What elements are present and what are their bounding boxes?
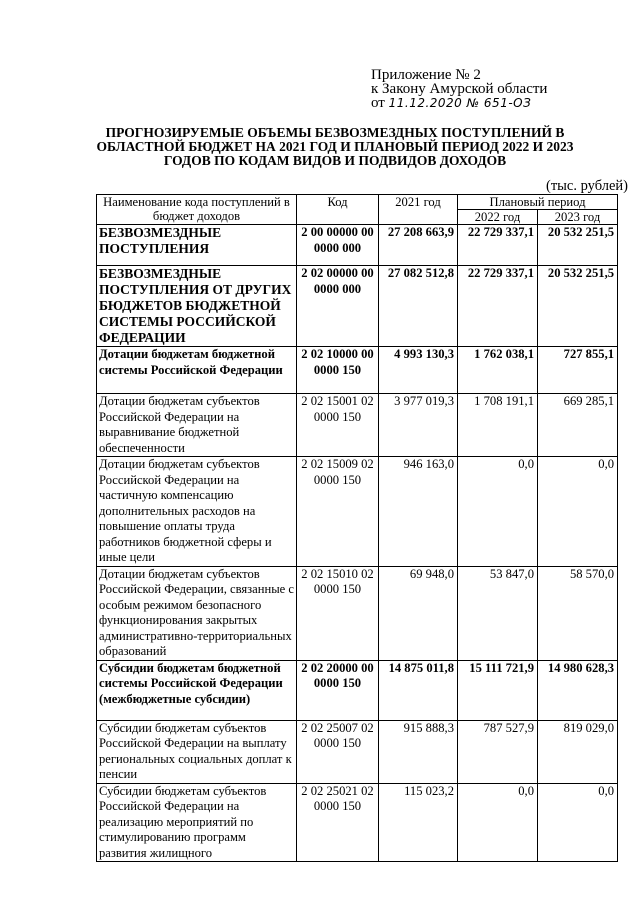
row-code: 2 02 20000 00 0000 150	[297, 660, 379, 720]
row-name: БЕЗВОЗМЕЗДНЫЕ ПОСТУПЛЕНИЯ ОТ ДРУГИХ БЮДЖЕТОВ БЮДЖЕТНОЙ СИСТЕМЫ РОССИЙСКОЙ ФЕДЕРАЦИИ	[97, 266, 297, 347]
table-row	[97, 783, 618, 862]
table-row	[97, 660, 618, 720]
row-name: Дотации бюджетам субъектов Российской Федерации на частичную компенсацию дополнительных расходов на повышение оплаты труда работников бюджетной сферы и иные цели	[97, 457, 297, 567]
table-row	[97, 566, 618, 660]
header-2023: 2023 год	[538, 210, 618, 225]
table-row	[97, 457, 618, 567]
appendix-line-1: Приложение № 2	[371, 67, 481, 83]
header-name: Наименование кода поступлений в бюджет доходов	[97, 195, 297, 225]
row-2023: 0,0	[538, 783, 618, 862]
row-name: Субсидии бюджетам субъектов Российской Федерации на реализацию мероприятий по стимулированию программ развития жилищного	[97, 783, 297, 862]
row-2023: 819 029,0	[538, 720, 618, 783]
row-2023: 20 532 251,5	[538, 266, 618, 347]
header-code: Код	[297, 195, 379, 225]
row-2022: 0,0	[458, 457, 538, 567]
header-2021: 2021 год	[379, 195, 458, 225]
row-name: Дотации бюджетам бюджетной системы Российской Федерации	[97, 347, 297, 394]
revenue-table	[96, 194, 618, 862]
table-row	[97, 225, 618, 266]
table-header-row	[97, 195, 618, 210]
row-2022: 787 527,9	[458, 720, 538, 783]
row-code: 2 02 25021 02 0000 150	[297, 783, 379, 862]
row-code: 2 02 00000 00 0000 000	[297, 266, 379, 347]
appendix-line-2: к Закону Амурской области	[371, 81, 548, 97]
row-code: 2 00 00000 00 0000 000	[297, 225, 379, 266]
title-line-1: ПРОГНОЗИРУЕМЫЕ ОБЪЕМЫ БЕЗВОЗМЕЗДНЫХ ПОСТУПЛЕНИЙ В	[105, 125, 565, 140]
row-name: Субсидии бюджетам бюджетной системы Российской Федерации (межбюджетные субсидии)	[97, 660, 297, 720]
row-2022: 22 729 337,1	[458, 225, 538, 266]
row-2022: 0,0	[458, 783, 538, 862]
document-title	[95, 126, 575, 168]
row-2022: 1 762 038,1	[458, 347, 538, 394]
row-name: Дотации бюджетам субъектов Российской Федерации, связанные с особым режимом безопасного функционирования закрытых административно-территориальных образований	[97, 566, 297, 660]
row-2023: 727 855,1	[538, 347, 618, 394]
row-2023: 20 532 251,5	[538, 225, 618, 266]
table-row	[97, 266, 618, 347]
row-2021: 946 163,0	[379, 457, 458, 567]
row-code: 2 02 15009 02 0000 150	[297, 457, 379, 567]
appendix-header	[371, 68, 547, 110]
row-2023: 14 980 628,3	[538, 660, 618, 720]
row-2021: 115 023,2	[379, 783, 458, 862]
row-2023: 58 570,0	[538, 566, 618, 660]
row-2022: 1 708 191,1	[458, 394, 538, 457]
row-2022: 15 111 721,9	[458, 660, 538, 720]
row-2021: 27 082 512,8	[379, 266, 458, 347]
row-2021: 14 875 011,8	[379, 660, 458, 720]
table-row	[97, 347, 618, 394]
row-2021: 27 208 663,9	[379, 225, 458, 266]
title-line-2: ОБЛАСТНОЙ БЮДЖЕТ НА 2021 ГОД И ПЛАНОВЫЙ ПЕРИОД 2022 И 2023	[96, 139, 574, 154]
appendix-line-3	[371, 96, 547, 110]
row-2021: 3 977 019,3	[379, 394, 458, 457]
units-label: (тыс. рублей)	[546, 178, 628, 194]
table-row	[97, 720, 618, 783]
header-2022: 2022 год	[458, 210, 538, 225]
row-2022: 53 847,0	[458, 566, 538, 660]
row-2021: 69 948,0	[379, 566, 458, 660]
handwritten-date-number: 11.12.2020 № 651-ОЗ	[388, 96, 532, 110]
row-name: БЕЗВОЗМЕЗДНЫЕ ПОСТУПЛЕНИЯ	[97, 225, 297, 266]
row-code: 2 02 15010 02 0000 150	[297, 566, 379, 660]
title-line-3: ГОДОВ ПО КОДАМ ВИДОВ И ПОДВИДОВ ДОХОДОВ	[163, 153, 507, 168]
row-code: 2 02 10000 00 0000 150	[297, 347, 379, 394]
row-2023: 0,0	[538, 457, 618, 567]
row-2022: 22 729 337,1	[458, 266, 538, 347]
row-2021: 4 993 130,3	[379, 347, 458, 394]
header-planned-period: Плановый период	[458, 195, 618, 210]
row-2021: 915 888,3	[379, 720, 458, 783]
row-code: 2 02 25007 02 0000 150	[297, 720, 379, 783]
row-2023: 669 285,1	[538, 394, 618, 457]
row-name: Дотации бюджетам субъектов Российской Федерации на выравнивание бюджетной обеспеченности	[97, 394, 297, 457]
row-name: Субсидии бюджетам субъектов Российской Федерации на выплату региональных социальных доплат к пенсии	[97, 720, 297, 783]
row-code: 2 02 15001 02 0000 150	[297, 394, 379, 457]
table-row	[97, 394, 618, 457]
appendix-date-prefix: от	[371, 95, 385, 111]
